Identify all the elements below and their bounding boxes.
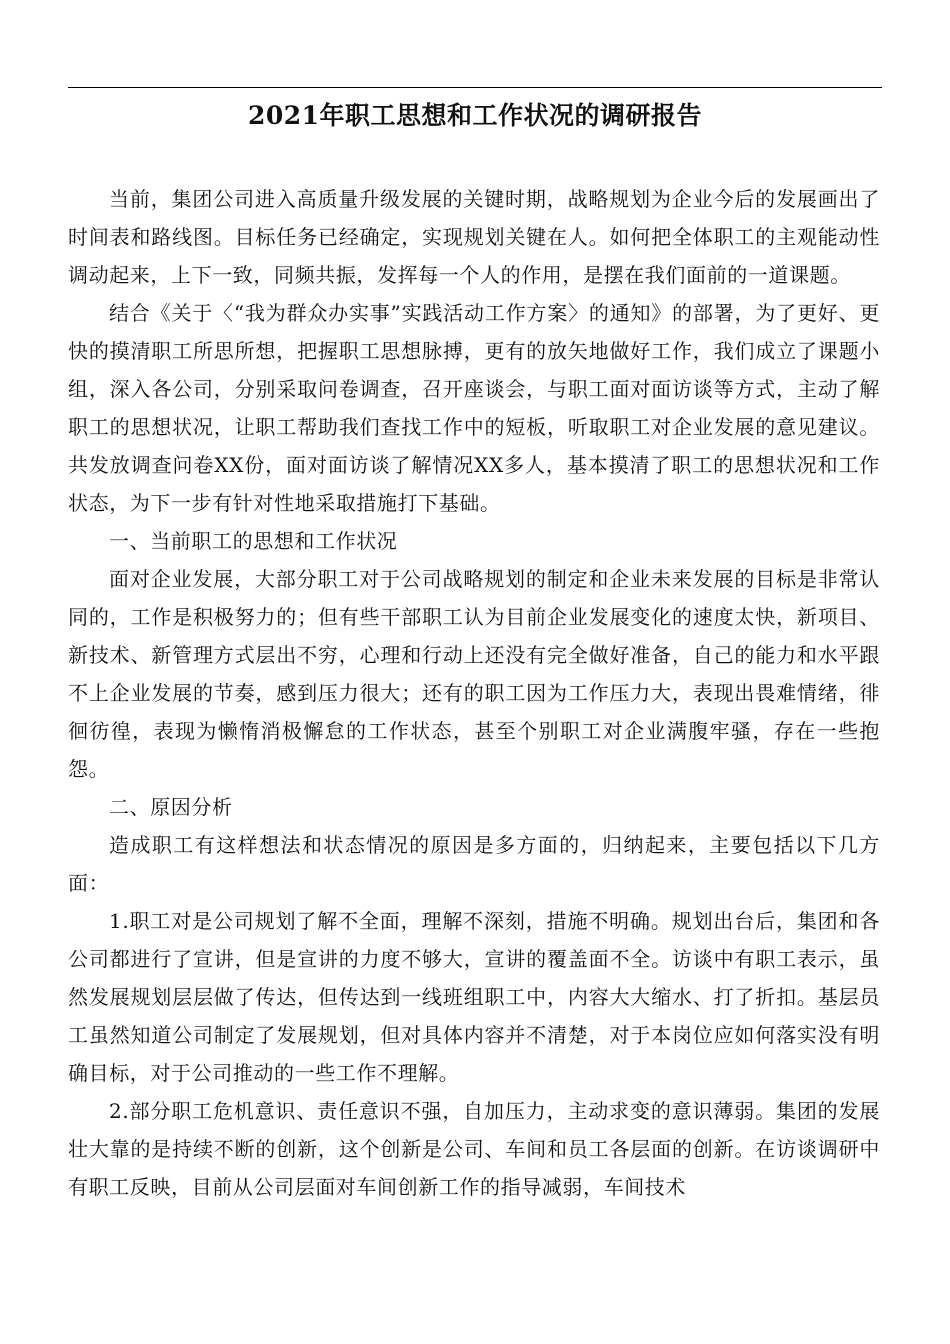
- section-heading-2: 二、原因分析: [109, 795, 233, 819]
- paragraph-cause-2: 2.部分职工危机意识、责任意识不强，自加压力，主动求变的意识薄弱。集团的发展壮大靠的是持续不断的创新，这个创新是公司、车间和员工各层面的创新。在访谈调研中有职工反映，目前从公司层面对车间创新工作的指导减弱，车间技术: [68, 1099, 880, 1199]
- paragraph-background: 结合《关于〈“我为群众办实事”实践活动工作方案〉的通知》的部署，为了更好、更快的摸清职工所思所想，把握职工思想脉搏，更有的放矢地做好工作，我们成立了课题小组，深入各公司，分别采取问卷调查，召开座谈会，与职工面对面访谈等方式，主动了解职工的思想状况，让职工帮助我们查找工作中的短板，听取职工对企业发展的意见建议。共发放调查问卷XX份，面对面访谈了解情况XX多人，基本摸清了职工的思想状况和工作状态，为下一步有针对性地采取措施打下基础。: [68, 301, 880, 515]
- paragraph-cause-1: 1.职工对是公司规划了解不全面，理解不深刻，措施不明确。规划出台后，集团和各公司都进行了宣讲，但是宣讲的力度不够大，宣讲的覆盖面不全。访谈中有职工表示，虽然发展规划层层做了传达，但传达到一线班组职工中，内容大大缩水、打了折扣。基层员工虽然知道公司制定了发展规划，但对具体内容并不清楚，对于本岗位应如何落实没有明确目标，对于公司推动的一些工作不理解。: [68, 909, 880, 1085]
- paragraph-causes-intro: 造成职工有这样想法和状态情况的原因是多方面的，归纳起来，主要包括以下几方面：: [68, 833, 880, 895]
- document-body: [68, 180, 880, 1206]
- header-rule: [68, 87, 882, 88]
- paragraph-intro: 当前，集团公司进入高质量升级发展的关键时期，战略规划为企业今后的发展画出了时间表和路线图。目标任务已经确定，实现规划关键在人。如何把全体职工的主观能动性调动起来，上下一致，同频共振，发挥每一个人的作用，是摆在我们面前的一道课题。: [68, 187, 880, 287]
- document-title: 2021年职工思想和工作状况的调研报告: [247, 101, 703, 130]
- paragraph-status: 面对企业发展，大部分职工对于公司战略规划的制定和企业未来发展的目标是非常认同的，工作是积极努力的；但有些干部职工认为目前企业发展变化的速度太快，新项目、新技术、新管理方式层出不穷，心理和行动上还没有完全做好准备，自己的能力和水平跟不上企业发展的节奏，感到压力很大；还有的职工因为工作压力大，表现出畏难情绪，徘徊彷徨，表现为懒惰消极懈怠的工作状态，甚至个别职工对企业满腹牢骚，存在一些抱怨。: [68, 567, 880, 781]
- section-heading-1: 一、当前职工的思想和工作状况: [109, 529, 398, 553]
